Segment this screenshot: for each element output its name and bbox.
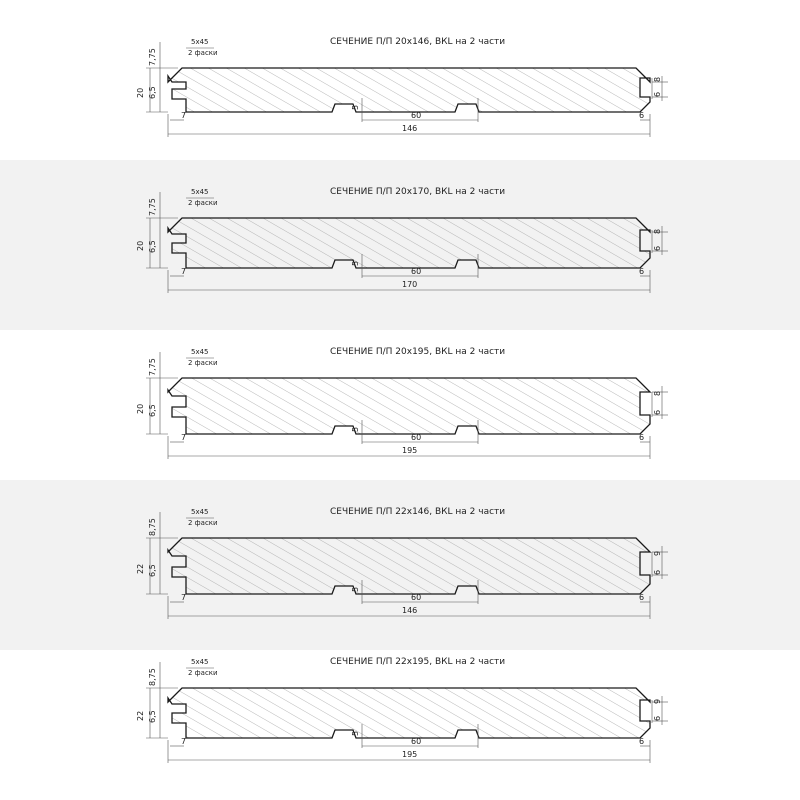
dim-top: 7,75 bbox=[148, 358, 157, 376]
section-title: СЕЧЕНИЕ П/П 22х195, ВКL на 2 части bbox=[330, 657, 506, 667]
dim-left: 7 bbox=[181, 267, 187, 276]
profile-panel bbox=[0, 480, 800, 650]
dim-tongue: 6,5 bbox=[148, 240, 157, 253]
dim-right-top: 8 bbox=[653, 390, 662, 396]
dim-right-tail: 6 bbox=[639, 433, 645, 442]
dim-right-tail: 6 bbox=[639, 737, 645, 746]
profile-section bbox=[168, 218, 650, 268]
profile-section bbox=[168, 68, 650, 112]
chamfer-label: 5х45 bbox=[191, 508, 209, 516]
profile-panel bbox=[0, 650, 800, 800]
chamfer-label: 5х45 bbox=[191, 38, 209, 46]
dim-top: 8,75 bbox=[148, 518, 157, 536]
chamfer-note: 2 фаски bbox=[188, 669, 218, 677]
dim-right-bottom: 6 bbox=[653, 409, 662, 415]
dim-top: 7,75 bbox=[148, 198, 157, 216]
dim-left: 7 bbox=[181, 593, 187, 602]
section-title: СЕЧЕНИЕ П/П 20х195, ВКL на 2 части bbox=[330, 347, 506, 357]
dim-width: 170 bbox=[402, 280, 418, 289]
chamfer-label: 5х45 bbox=[191, 348, 209, 356]
dim-width: 146 bbox=[402, 124, 418, 133]
dim-width: 195 bbox=[402, 750, 418, 759]
profile-panel bbox=[0, 330, 800, 480]
profile-drawing bbox=[0, 0, 800, 160]
section-title: СЕЧЕНИЕ П/П 22х146, ВКL на 2 части bbox=[330, 507, 506, 517]
dim-groove-span: 60 bbox=[411, 111, 422, 120]
dim-right-tail: 6 bbox=[639, 111, 645, 120]
dim-groove: 5 bbox=[351, 426, 360, 432]
dim-right-bottom: 6 bbox=[653, 245, 662, 251]
dim-top: 8,75 bbox=[148, 668, 157, 686]
chamfer-note: 2 фаски bbox=[188, 49, 218, 57]
dim-right-bottom: 6 bbox=[653, 569, 662, 575]
dim-top: 7,75 bbox=[148, 48, 157, 66]
dim-right-bottom: 6 bbox=[653, 91, 662, 97]
dim-right-tail: 6 bbox=[639, 267, 645, 276]
dim-tongue: 6,5 bbox=[148, 710, 157, 723]
section-title: СЕЧЕНИЕ П/П 20х146, ВКL на 2 части bbox=[330, 37, 506, 47]
dim-width: 195 bbox=[402, 446, 418, 455]
dim-width: 146 bbox=[402, 606, 418, 615]
dim-left: 7 bbox=[181, 737, 187, 746]
chamfer-label: 5х45 bbox=[191, 658, 209, 666]
dim-left: 7 bbox=[181, 111, 187, 120]
profile-panel bbox=[0, 160, 800, 330]
dim-groove: 5 bbox=[351, 104, 360, 110]
dim-thickness: 20 bbox=[136, 240, 145, 251]
dim-left: 7 bbox=[181, 433, 187, 442]
dim-thickness: 20 bbox=[136, 403, 145, 414]
dim-groove-span: 60 bbox=[411, 433, 422, 442]
dim-tongue: 6,5 bbox=[148, 86, 157, 99]
profile-drawing bbox=[0, 160, 800, 330]
dim-right-top: 8 bbox=[653, 76, 662, 82]
dim-tongue: 6,5 bbox=[148, 404, 157, 417]
section-title: СЕЧЕНИЕ П/П 20х170, ВКL на 2 части bbox=[330, 187, 506, 197]
dim-groove-span: 60 bbox=[411, 267, 422, 276]
dim-groove: 5 bbox=[351, 260, 360, 266]
dim-groove: 5 bbox=[351, 586, 360, 592]
dim-right-top: 9 bbox=[653, 698, 662, 704]
chamfer-note: 2 фаски bbox=[188, 519, 218, 527]
dim-groove: 5 bbox=[351, 730, 360, 736]
dim-right-tail: 6 bbox=[639, 593, 645, 602]
dim-groove-span: 60 bbox=[411, 593, 422, 602]
dim-right-bottom: 6 bbox=[653, 715, 662, 721]
dim-tongue: 6,5 bbox=[148, 564, 157, 577]
chamfer-label: 5х45 bbox=[191, 188, 209, 196]
dim-right-top: 9 bbox=[653, 550, 662, 556]
profile-drawing bbox=[0, 650, 800, 800]
profile-section bbox=[168, 378, 650, 434]
profile-panel bbox=[0, 0, 800, 160]
profile-section bbox=[168, 538, 650, 594]
profile-section bbox=[168, 688, 650, 738]
chamfer-note: 2 фаски bbox=[188, 199, 218, 207]
dim-right-top: 8 bbox=[653, 228, 662, 234]
dim-thickness: 22 bbox=[136, 563, 145, 574]
profile-drawing bbox=[0, 480, 800, 650]
dim-thickness: 22 bbox=[136, 710, 145, 721]
dim-thickness: 20 bbox=[136, 87, 145, 98]
profile-drawing bbox=[0, 330, 800, 480]
dim-groove-span: 60 bbox=[411, 737, 422, 746]
chamfer-note: 2 фаски bbox=[188, 359, 218, 367]
